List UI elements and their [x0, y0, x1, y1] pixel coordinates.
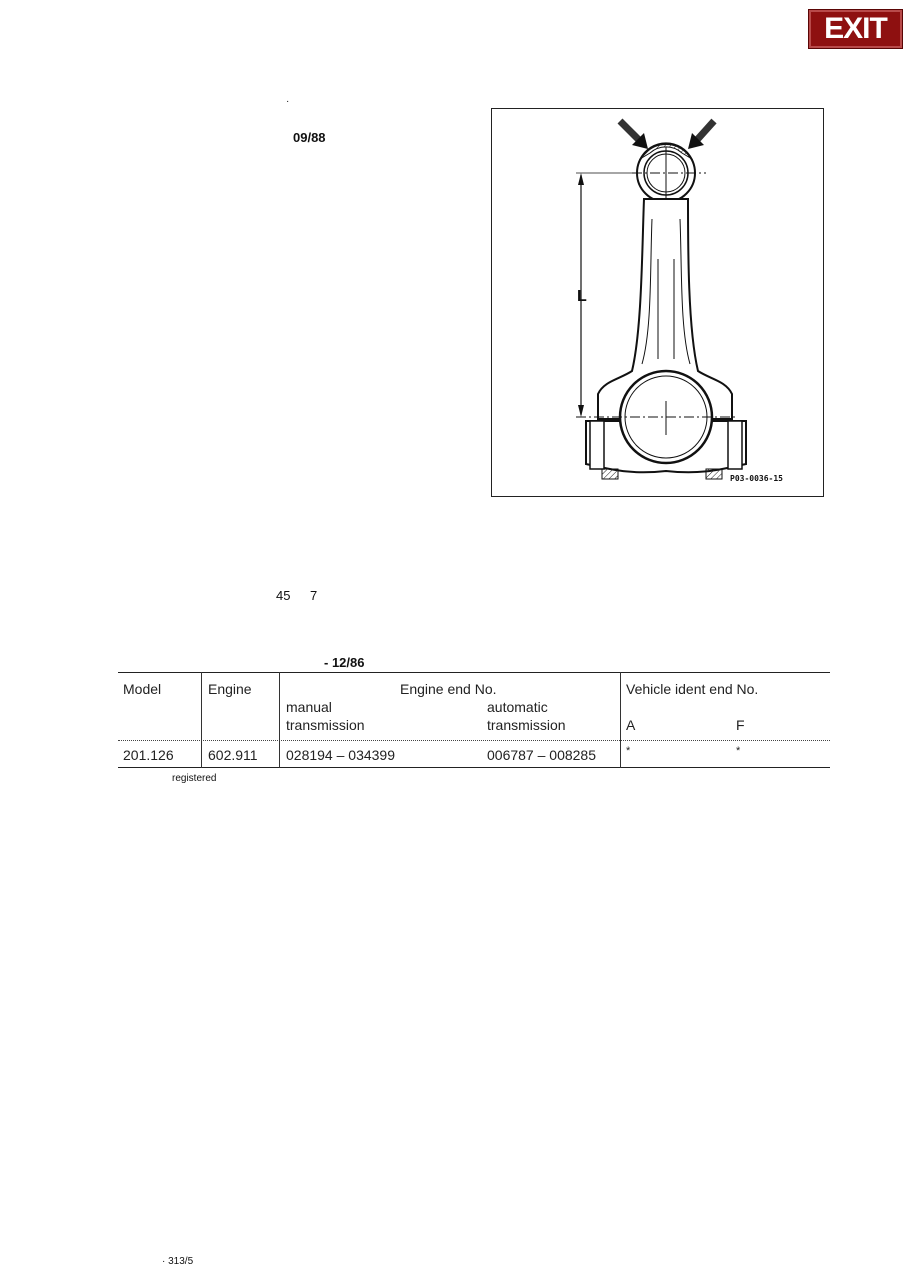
table-divider: [201, 672, 202, 768]
connecting-rod-drawing: [492, 109, 825, 498]
header-mark: ·: [286, 96, 290, 107]
row-engine: 602.911: [208, 747, 258, 763]
header-col-f: F: [736, 717, 745, 733]
table-top-rule: [118, 672, 830, 673]
range-title: - 12/86: [324, 655, 365, 670]
header-vehicle-ident: Vehicle ident end No.: [626, 681, 759, 697]
row-f: *: [736, 745, 741, 757]
value-right: 7: [310, 588, 318, 603]
table-divider: [279, 672, 280, 768]
exit-button[interactable]: EXIT: [809, 10, 902, 48]
header-engine-end-no: Engine end No.: [400, 681, 497, 697]
header-automatic: automatic: [487, 699, 548, 715]
connecting-rod-figure: [491, 108, 824, 497]
row-manual: 028194 – 034399: [286, 747, 395, 763]
header-engine: Engine: [208, 681, 252, 697]
header-automatic-transmission: transmission: [487, 717, 566, 733]
table-header-rule: [118, 740, 830, 741]
figure-code: P03-0036-15: [730, 474, 783, 483]
left-arrow-icon: [620, 121, 648, 149]
revision-date: 09/88: [293, 130, 326, 145]
row-model: 201.126: [123, 747, 174, 763]
table-bottom-rule: [118, 767, 830, 768]
row-automatic: 006787 – 008285: [487, 747, 596, 763]
value-left: 45: [276, 588, 291, 603]
footnote: registered: [172, 773, 217, 784]
header-manual-transmission: transmission: [286, 717, 365, 733]
right-arrow-icon: [688, 121, 714, 149]
table-divider: [620, 672, 621, 768]
header-model: Model: [123, 681, 162, 697]
dimension-label: L: [577, 288, 587, 305]
page-reference: · 313/5: [162, 1256, 194, 1267]
row-a: *: [626, 745, 631, 757]
header-col-a: A: [626, 717, 636, 733]
header-manual: manual: [286, 699, 332, 715]
